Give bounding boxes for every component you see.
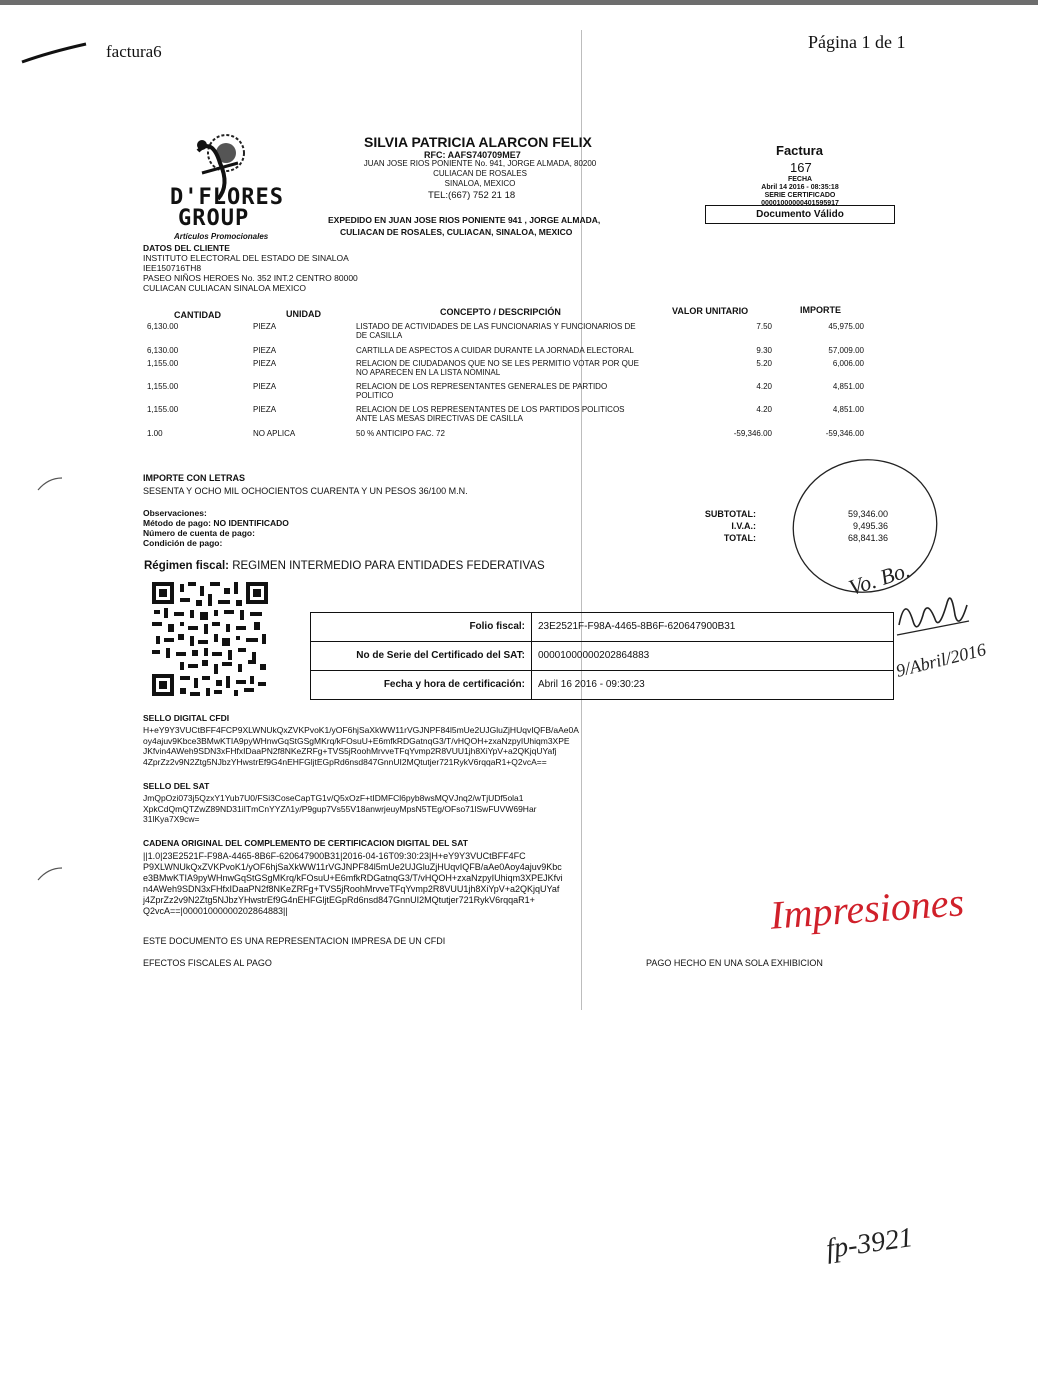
observations-block (143, 508, 289, 548)
page-indicator: Página 1 de 1 (808, 32, 906, 52)
cell-cantidad: 1.00 (147, 429, 163, 438)
amount-words-label: IMPORTE CON LETRAS (143, 473, 246, 483)
cell-cantidad: 6,130.00 (147, 322, 179, 331)
table-row (147, 382, 872, 402)
issuer-rfc: RFC: AAFS740709ME7 (424, 150, 521, 160)
fecha-label: FECHA (787, 176, 813, 183)
table-row (147, 429, 872, 441)
pen-mark (20, 40, 90, 70)
cell-valor: 4.20 (756, 382, 772, 391)
handwritten-impresiones: Impresiones (768, 879, 966, 938)
cell-cantidad: 1,155.00 (147, 359, 179, 368)
cell-unidad: PIEZA (253, 382, 277, 391)
sello-cfdi-label: SELLO DIGITAL CFDI (143, 713, 230, 723)
sello-sat-value: JmQpOzi073j5QzxY1Yub7U0/FSi3CoseCapTG1v/Q5xOzF+tIDMFCl6pyb8wsMQVJnq2/wTjUDf5ola1 XpkCdQmQTZwZ89ND31iITmCnYYZ/\1y/P9gup7Vs55V18anwrjeuyMpsN5TEg/OFso71lSwFUVW69Har 31lKya7X9cw= (143, 793, 537, 824)
regimen-fiscal (144, 560, 545, 572)
expedido-line1: EXPEDIDO EN JUAN JOSE RIOS PONIENTE 941 , JORGE ALMADA, (328, 215, 601, 225)
cell-unidad: PIEZA (253, 359, 277, 368)
logo-tagline: Artículos Promocionales (174, 232, 269, 241)
col-cantidad: CANTIDAD (174, 310, 221, 320)
client-heading: DATOS DEL CLIENTE (143, 243, 230, 253)
folio-row (311, 613, 893, 641)
scan-mark (36, 474, 66, 494)
table-row (147, 405, 872, 425)
col-valor-unitario: VALOR UNITARIO (672, 306, 749, 316)
cell-concepto: LISTADO DE ACTIVIDADES DE LAS FUNCIONARIAS Y FUNCIONARIOS DE DE CASILLA (356, 322, 636, 340)
col-unidad: UNIDAD (286, 309, 321, 319)
col-concepto: CONCEPTO / DESCRIPCIÓN (440, 307, 561, 317)
cell-concepto: RELACION DE CIUDADANOS QUE NO SE LES PERMITIO VOTAR POR QUE NO APARECEN EN LA LISTA NOMINAL (356, 359, 640, 377)
iva-value: 9,495.36 (852, 521, 888, 531)
metodo-pago: Método de pago: NO IDENTIFICADO (143, 518, 289, 528)
qr-code (150, 580, 270, 698)
condicion-pago: Condición de pago: (143, 538, 223, 548)
subtotal-value: 59,346.00 (847, 509, 888, 519)
subtotal-label: SUBTOTAL: (704, 509, 756, 519)
issuer-address-line3: SINALOA, MEXICO (444, 179, 516, 188)
table-row (147, 346, 872, 358)
logo-text-line2: GROUP (178, 206, 250, 231)
certification-date-value: Abril 16 2016 - 09:30:23 (538, 679, 645, 690)
table-row (147, 322, 872, 344)
issuer-phone: TEL:(667) 752 21 18 (428, 190, 516, 201)
issuer-address-line1: JUAN JOSE RIOS PONIENTE No. 941, JORGE ALMADA, 80200 (363, 159, 597, 168)
certificate-value: 00001000000202864883 (538, 650, 650, 661)
issuer-name: SILVIA PATRICIA ALARCON FELIX (364, 134, 592, 150)
serie-label: SERIE CERTIFICADO (764, 192, 836, 199)
scan-top-edge (0, 0, 1038, 5)
cell-concepto: CARTILLA DE ASPECTOS A CUIDAR DURANTE LA JORNADA ELECTORAL (356, 346, 634, 355)
issuer-address-line2: CULIACAN DE ROSALES (433, 169, 527, 178)
cell-unidad: PIEZA (253, 322, 277, 331)
invoice-meta (740, 176, 860, 208)
client-rfc: IEE150716TH8 (143, 263, 202, 273)
cell-concepto: RELACION DE LOS REPRESENTANTES GENERALES DE PARTIDO POLITICO (356, 382, 608, 400)
serie-value: 00001000000401595917 (761, 200, 839, 207)
total-value: 68,841.36 (847, 533, 888, 543)
cell-importe: 57,009.00 (828, 346, 864, 355)
cell-importe: -59,346.00 (825, 429, 864, 438)
handwritten-signature (895, 585, 975, 645)
obs-label: Observaciones: (143, 508, 207, 518)
certificate-label: No de Serie del Certificado del SAT: (311, 642, 532, 670)
handwritten-vobo: Vo. Bo. (845, 556, 914, 601)
cell-concepto: 50 % ANTICIPO FAC. 72 (356, 429, 445, 438)
total-label: TOTAL: (723, 533, 756, 543)
cell-unidad: NO APLICA (253, 429, 296, 438)
sello-cfdi-value: H+eY9Y3VUCtBFF4FCP9XLWNUkQxZVKPvoK1/yOF6hjSaXkWW11rVGJNPF84l5mUe2UJGluZjHUqvIQFB/aAe0A oy4ajuv9Kbce3BMwKTIA9pyWHnwGqStGSgMKrq/kFOsuU+E6mfkRDGatnqG3/T/vHQOH+zxaNzpyIUhiqm3XPE JKfvin4AWeh9SDN3xFHfxIDaaPN2f8NKeZRFg+TVS5jRoohMrvveTFqYvmp2R8VUU1jh8XiYpV+a2QKjqUYafj 4ZprZz2v9N2Ztg5NJbzYHwstrEf9G4nEHFGljtEGpRd6nsd847GnnUI2MQtutjer721RykV6rqqaR1+Q2vcA== (143, 725, 579, 767)
issuer-address (344, 159, 616, 189)
status-badge: Documento Válido (705, 205, 895, 224)
company-logo (140, 133, 285, 243)
certificate-row (311, 641, 893, 670)
cell-importe: 6,006.00 (832, 359, 864, 368)
numero-cuenta: Número de cuenta de pago: (143, 528, 255, 538)
cell-valor: 7.50 (756, 322, 772, 331)
regimen-label: Régimen fiscal: (144, 560, 229, 572)
totals-labels (700, 508, 756, 544)
footer-cfdi-note: ESTE DOCUMENTO ES UNA REPRESENTACION IMPRESA DE UN CFDI (143, 936, 446, 946)
sello-sat-label: SELLO DEL SAT (143, 781, 210, 791)
logo-text-line1: D'FLORES (170, 185, 284, 210)
cell-valor: -59,346.00 (733, 429, 772, 438)
folio-value: 23E2521F-F98A-4465-8B6F-620647900B31 (538, 621, 736, 632)
footer-efectos: EFECTOS FISCALES AL PAGO (143, 958, 272, 968)
fecha-value: Abril 14 2016 - 08:35:18 (761, 184, 839, 191)
cell-importe: 4,851.00 (832, 405, 864, 414)
cadena-label: CADENA ORIGINAL DEL COMPLEMENTO DE CERTIFICACION DIGITAL DEL SAT (143, 838, 468, 848)
cell-valor: 4.20 (756, 405, 772, 414)
cell-importe: 45,975.00 (828, 322, 864, 331)
certification-date-row (311, 670, 893, 699)
footer-pago: PAGO HECHO EN UNA SOLA EXHIBICION (646, 958, 823, 968)
invoice-title: Factura (776, 143, 823, 158)
cadena-value: ||1.0|23E2521F-F98A-4465-8B6F-620647900B31|2016-04-16T09:30:23|H+eY9Y3VUCtBFF4FC P9XLWNUkQxZVKPvoK1/yOF6hjSaXkWW11rVGJNPF84l5mUe2UJGluZjHUqvIQFB/aAe0Aoy4ajuv9Kbc e3BMwKTIA9pyWHnwGqStGSgMKrq/kFOsuU+E6mfkRDGatnqG3/T/vHQOH+zxaNzpyIUhiqm3XPEJKfvi n4AWeh9SDN3xFHfxIDaaPN2f8NKeZRFg+TVS5jRoohMrvveTFqYvmp2R8VUU1jh8XiYpV+a2QKjqUYaf j4ZprZz2v9N2Ztg5NJbzYHwstrEf9G4nEHFGljtEGpRd6nsd847GnnUI2MQtutjer721RykV6rqqaR1+ Q2vcA==|00001000000202864883|| (143, 851, 563, 916)
iva-label: I.V.A.: (731, 521, 756, 531)
cell-cantidad: 1,155.00 (147, 405, 179, 414)
amount-words-value: SESENTA Y OCHO MIL OCHOCIENTOS CUARENTA Y UN PESOS 36/100 M.N. (143, 486, 468, 496)
cell-cantidad: 1,155.00 (147, 382, 179, 391)
doc-name: factura6 (106, 42, 162, 61)
client-city: CULIACAN CULIACAN SINALOA MEXICO (143, 283, 306, 293)
cell-cantidad: 6,130.00 (147, 346, 179, 355)
invoice-number: 167 (790, 160, 812, 175)
certification-date-label: Fecha y hora de certificación: (311, 671, 532, 699)
handwritten-reference: fp-3921 (824, 1222, 915, 1265)
col-importe: IMPORTE (800, 305, 842, 315)
cell-importe: 4,851.00 (832, 382, 864, 391)
table-row (147, 359, 872, 379)
client-address: PASEO NIÑOS HEROES No. 352 INT.2 CENTRO 80000 (143, 273, 358, 283)
regimen-value: REGIMEN INTERMEDIO PARA ENTIDADES FEDERATIVAS (232, 560, 545, 572)
cell-concepto: RELACION DE LOS REPRESENTANTES DE LOS PARTIDOS POLITICOS ANTE LAS MESAS DIRECTIVAS DE CASILLA (356, 405, 625, 423)
client-name: INSTITUTO ELECTORAL DEL ESTADO DE SINALOA (143, 253, 349, 263)
folio-label: Folio fiscal: (311, 613, 532, 641)
client-block (143, 243, 358, 293)
fiscal-info-table (310, 612, 894, 700)
handwritten-date: 9/Abril/2016 (893, 639, 988, 681)
expedido-line2: CULIACAN DE ROSALES, CULIACAN, SINALOA, MEXICO (340, 227, 573, 237)
cell-valor: 9.30 (756, 346, 772, 355)
cell-valor: 5.20 (756, 359, 772, 368)
cell-unidad: PIEZA (253, 405, 277, 414)
cell-unidad: PIEZA (253, 346, 277, 355)
scan-mark (36, 864, 66, 884)
